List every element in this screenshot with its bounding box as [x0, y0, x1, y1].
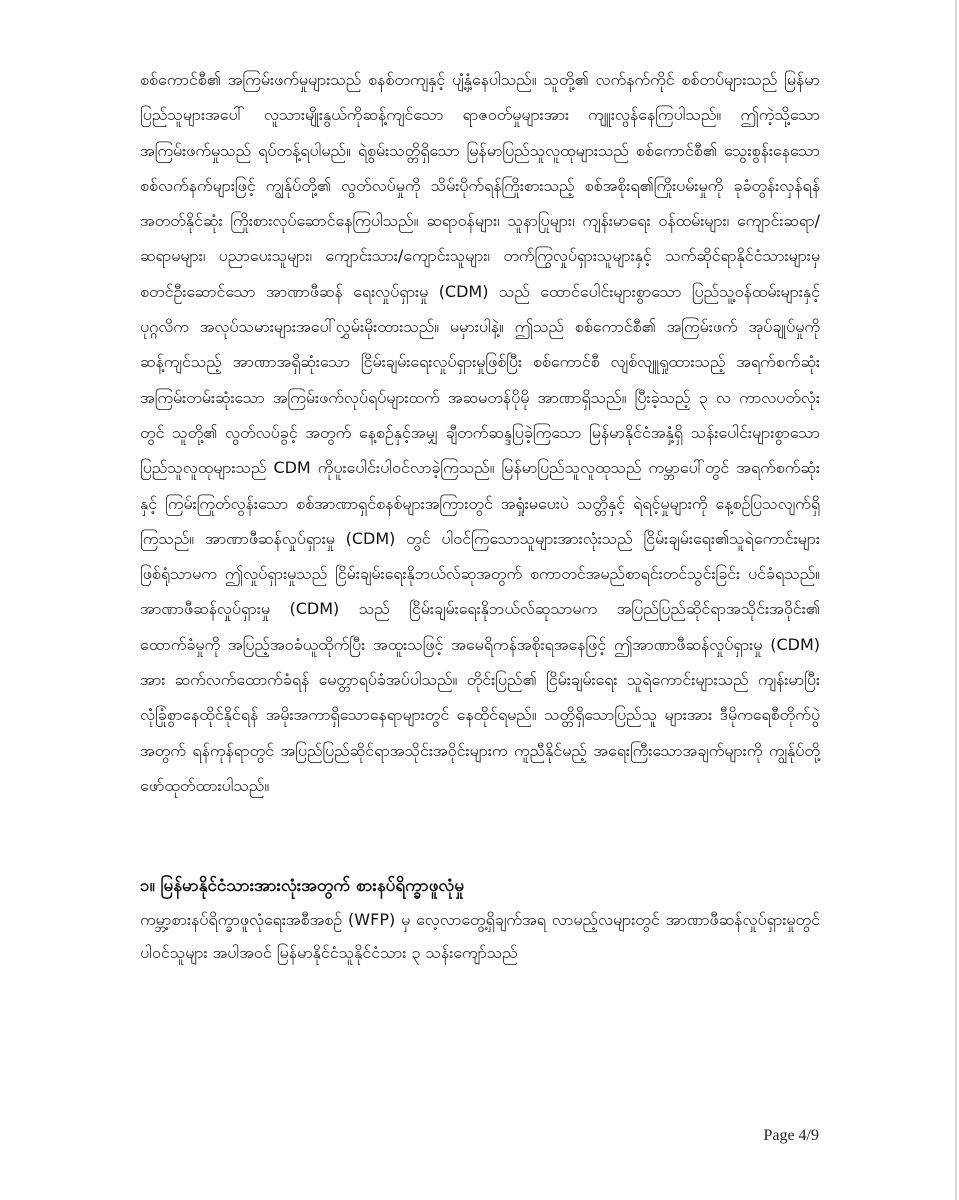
- main-paragraph: စစ်ကောင်စီ၏ အကြမ်းဖက်မှုများသည် စနစ်တကျနှင့် ပျံ့နှံ့နေပါသည်။ သူတို့၏ လက်နက်ကိုင် စစ်တပ်များသည် မြန်မာပြည်သူများအပေါ် လူသားမျိုးနွယ်ကိုဆန့်ကျင်သော ရာဇဝတ်မှုများအား ကျူးလွန်နေကြပါသည်။ ဤကဲ့သို့သော အကြမ်းဖက်မှုသည် ရပ်တန့်ရပါမည်။ ရဲစွမ်းသတ္တိရှိသော မြန်မာပြည်သူလူထုများသည် စစ်ကောင်စီ၏ သွေးစွန်းနေသောစစ်လက်နက်များဖြင့် ကျွန်ုပ်တို့၏ လွတ်လပ်မှုကို သိမ်းပိုက်ရန်ကြိုးစားသည့် စစ်အစိုးရ၏ကြိုးပမ်းမှုကို ခုခံတွန်းလှန်ရန် အတတ်နိုင်ဆုံး ကြိုးစားလုပ်ဆောင်နေကြပါသည်။ ဆရာဝန်များ၊ သူနာပြုများ၊ ကျန်းမာရေး ဝန်ထမ်းများ၊ ကျောင်းဆရာ/ဆရာမများ၊ ပညာပေးသူများ၊ ကျောင်းသား/ကျောင်းသူများ၊ တက်ကြွလှုပ်ရှားသူများနှင့် သက်ဆိုင်ရာနိုင်ငံသားများမှစတင်ဦးဆောင်သော အာဏာဖီဆန် ရေးလှုပ်ရှားမှု (CDM) သည် ထောင်ပေါင်းများစွာသော ပြည်သူ့ဝန်ထမ်းများနှင့် ပုဂ္ဂလိက အလုပ်သမားများအပေါ်လွှမ်းမိုးထားသည်။ မမှားပါနဲ့။ ဤသည် စစ်ကောင်စီ၏ အကြမ်းဖက် အုပ်ချုပ်မှုကို ဆန့်ကျင်သည့် အာဏာအရှိဆုံးသော ငြိမ်းချမ်းရေးလှုပ်ရှားမှုဖြစ်ပြီး စစ်ကောင်စီ လျစ်လျူရှုထားသည့် အရက်စက်ဆုံး အကြမ်းတမ်းဆုံးသော အကြမ်းဖက်လုပ်ရပ်များထက် အဆမတန်ပိုမို အာဏာရှိသည်။ ပြီးခဲ့သည့် ၃ လ ကာလပတ်လုံးတွင် သူတို့၏ လွတ်လပ်ခွင့် အတွက် နေ့စဉ်နှင့်အမျှ ချီတက်ဆန္ဒပြခဲ့ကြသော မြန်မာနိုင်ငံအနှံ့ရှိ သန်းပေါင်းများစွာသော ပြည်သူလူထုများသည် CDM ကိုပူးပေါင်းပါဝင်လာခဲ့ကြသည်။ မြန်မာပြည်သူလူထုသည် ကမ္ဘာပေါ်တွင် အရက်စက်ဆုံးနှင့် ကြမ်းကြုတ်လွန်းသော စစ်အာဏာရှင်စနစ်များအကြားတွင် အရှုံးမပေးပဲ သတ္တိနှင့် ရဲရင့်မှုများကို နေ့စဉ်ပြသလျက်ရှိကြသည်။ အာဏာဖီဆန်လှုပ်ရှားမှု (CDM) တွင် ပါဝင်ကြသောသူများအားလုံးသည် ငြိမ်းချမ်းရေး၏သူရဲကောင်းများ ဖြစ်ရုံသာမက ဤလှုပ်ရှားမှုသည် ငြိမ်းချမ်းရေးနိုဘယ်လ်ဆုအတွက် စကာတင်အမည်စာရင်းတင်သွင်းခြင်း ပင်ခံရသည်။ အာဏာဖီဆန်လှုပ်ရှားမှု (CDM) သည် ငြိမ်းချမ်းရေးနိုဘယ်လ်ဆုသာမက အပြည်ပြည်ဆိုင်ရာအသိုင်းအဝိုင်း၏ ထောက်ခံမှုကို အပြည့်အဝခံယူထိုက်ပြီး အထူးသဖြင့် အမေရိကန်အစိုးရအနေဖြင့် ဤအာဏာဖီဆန်လှုပ်ရှားမှု (CDM) အား ဆက်လက်ထောက်ခံရန် မေတ္တာရပ်ခံအပ်ပါသည်။ တိုင်းပြည်၏ ငြိမ်းချမ်းရေး သူရဲကောင်းများသည် ကျန်းမာပြီး လုံခြုံစွာနေထိုင်နိုင်ရန် အမိုးအကာရှိသောနေရာများတွင် နေထိုင်ရမည်။ သတ္တိရှိသောပြည်သူ များအား ဒီမိုကရေစီတိုက်ပွဲအတွက် ရန်ကုန်ရာတွင် အပြည်ပြည်ဆိုင်ရာအသိုင်းအဝိုင်းများက ကူညီနိုင်မည့် အရေးကြီးသောအချက်များကို ကျွန်ုပ်တို့ဖော်ထုတ်ထားပါသည်။: [140, 70, 820, 795]
- page-edge-shadow: [955, 0, 957, 1200]
- page-number: Page 4/9: [763, 1127, 819, 1144]
- section-heading: ၁။ မြန်မာနိုင်ငံသားအားလုံးအတွက် စားနပ်ရိက္ခာဖူလုံမှု: [140, 876, 465, 897]
- document-body: [140, 62, 820, 969]
- section-paragraph: ကမ္ဘာ့စားနပ်ရိက္ခာဖူလုံရေးအစီအစဉ် (WFP) မှ လေ့လာတွေ့ရှိချက်အရ လာမည့်လများတွင် အာဏာဖီဆန်လှုပ်ရှားမှုတွင် ပါဝင်သူများ အပါအဝင် မြန်မာနိုင်ငံသူနိုင်ငံသား ၃ သန်းကျော်သည်: [140, 910, 820, 963]
